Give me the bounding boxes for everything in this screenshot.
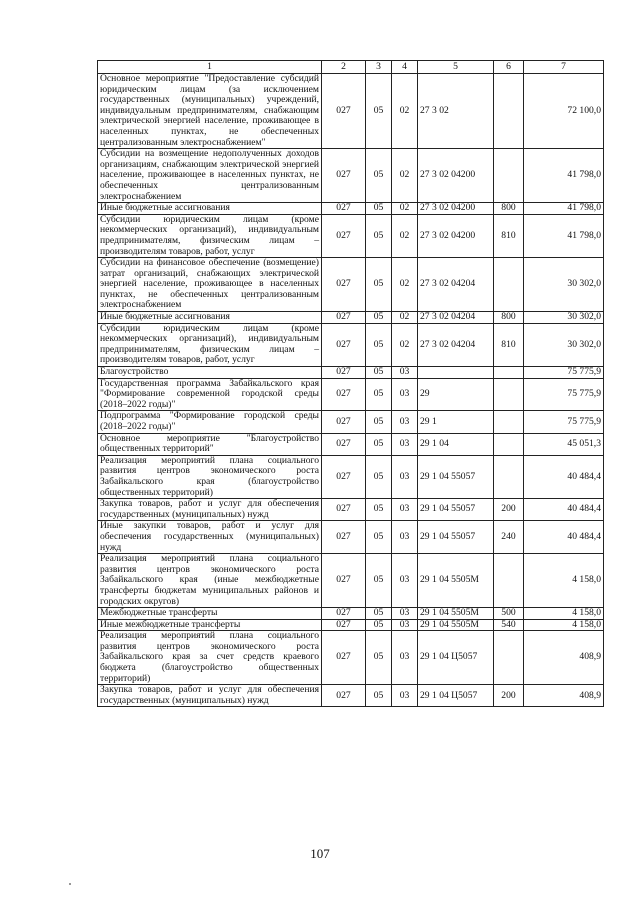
- header-col-7: 7: [524, 61, 604, 74]
- row-section-cell: 05: [366, 455, 392, 498]
- row-code-cell: 027: [322, 608, 366, 620]
- row-name-cell: Субсидии юридическим лицам (кроме некоммерческих организаций), индивидуальным предпринимателям, физическим лицам – производителям товаров, работ, услуг: [98, 323, 322, 366]
- row-subsection-cell: 03: [392, 455, 418, 498]
- row-expense-type-cell: 810: [494, 323, 524, 366]
- table-row: [98, 411, 604, 433]
- row-code-cell: 027: [322, 554, 366, 608]
- row-name-cell: Закупка товаров, работ и услуг для обеспечения государственных (муниципальных) нужд: [98, 685, 322, 707]
- row-code-cell: 027: [322, 203, 366, 215]
- row-name-cell: Субсидии юридическим лицам (кроме некоммерческих организаций), индивидуальным предпринимателям, физическим лицам – производителям товаров, работ, услуг: [98, 214, 322, 257]
- table-row: [98, 554, 604, 608]
- row-target-article-cell: 29 1: [418, 411, 494, 433]
- row-target-article-cell: 29 1 04 Ц5057: [418, 631, 494, 685]
- table-row: [98, 499, 604, 521]
- header-col-6: 6: [494, 61, 524, 74]
- row-expense-type-cell: 200: [494, 499, 524, 521]
- row-section-cell: 05: [366, 608, 392, 620]
- row-subsection-cell: 03: [392, 631, 418, 685]
- row-target-article-cell: 29 1 04 55057: [418, 521, 494, 554]
- row-target-article-cell: [418, 367, 494, 379]
- row-code-cell: 027: [322, 258, 366, 312]
- row-expense-type-cell: [494, 74, 524, 149]
- row-section-cell: 05: [366, 367, 392, 379]
- table-row: [98, 521, 604, 554]
- row-target-article-cell: 27 3 02 04200: [418, 203, 494, 215]
- row-amount-cell: 40 484,4: [524, 499, 604, 521]
- table-row: [98, 258, 604, 312]
- row-amount-cell: 75 775,9: [524, 367, 604, 379]
- row-code-cell: 027: [322, 521, 366, 554]
- row-amount-cell: 408,9: [524, 631, 604, 685]
- header-col-5: 5: [418, 61, 494, 74]
- row-name-cell: Межбюджетные трансферты: [98, 608, 322, 620]
- row-amount-cell: 40 484,4: [524, 455, 604, 498]
- row-code-cell: 027: [322, 149, 366, 203]
- row-name-cell: Подпрограмма "Формирование городской среды (2018–2022 годы)": [98, 411, 322, 433]
- row-expense-type-cell: 800: [494, 312, 524, 324]
- row-amount-cell: 4 158,0: [524, 554, 604, 608]
- row-section-cell: 05: [366, 214, 392, 257]
- row-target-article-cell: 27 3 02 04204: [418, 312, 494, 324]
- table-row: [98, 455, 604, 498]
- row-code-cell: 027: [322, 74, 366, 149]
- row-code-cell: 027: [322, 433, 366, 455]
- row-target-article-cell: 27 3 02 04200: [418, 149, 494, 203]
- row-code-cell: 027: [322, 619, 366, 631]
- table-row: [98, 608, 604, 620]
- table-body: [98, 74, 604, 707]
- row-name-cell: Реализация мероприятий плана социального развития центров экономического роста Забайкальского края за счет средств краевого бюджета (благоустройство общественных территорий): [98, 631, 322, 685]
- row-name-cell: Основное мероприятие "Предоставление субсидий юридическим лицам (за исключением государственных (муниципальных) учреждений, индивидуальным предпринимателям, снабжающим электрической энергией население, проживающее в населенных пунктах, не обеспеченных централизованным электроснабжением": [98, 74, 322, 149]
- row-name-cell: Иные бюджетные ассигнования: [98, 312, 322, 324]
- row-target-article-cell: 29 1 04 55057: [418, 455, 494, 498]
- row-code-cell: 027: [322, 411, 366, 433]
- row-name-cell: Государственная программа Забайкальского края "Формирование современной городской среды (2018–2022 годы)": [98, 378, 322, 411]
- row-name-cell: Закупка товаров, работ и услуг для обеспечения государственных (муниципальных) нужд: [98, 499, 322, 521]
- row-amount-cell: 408,9: [524, 685, 604, 707]
- row-section-cell: 05: [366, 149, 392, 203]
- scan-speck: [69, 883, 71, 885]
- table-row: [98, 203, 604, 215]
- row-code-cell: 027: [322, 685, 366, 707]
- row-section-cell: 05: [366, 378, 392, 411]
- row-subsection-cell: 02: [392, 258, 418, 312]
- row-section-cell: 05: [366, 411, 392, 433]
- row-code-cell: 027: [322, 367, 366, 379]
- table-row: [98, 378, 604, 411]
- row-name-cell: Благоустройство: [98, 367, 322, 379]
- row-expense-type-cell: [494, 455, 524, 498]
- row-amount-cell: 4 158,0: [524, 619, 604, 631]
- row-subsection-cell: 02: [392, 74, 418, 149]
- row-subsection-cell: 02: [392, 323, 418, 366]
- row-expense-type-cell: 810: [494, 214, 524, 257]
- row-code-cell: 027: [322, 312, 366, 324]
- row-subsection-cell: 03: [392, 378, 418, 411]
- row-subsection-cell: 02: [392, 214, 418, 257]
- row-target-article-cell: 27 3 02 04200: [418, 214, 494, 257]
- row-name-cell: Субсидии на возмещение недополученных доходов организациям, снабжающим электрической энергией население, проживающее в населенных пунктах, не обеспеченных централизованным электроснабжением: [98, 149, 322, 203]
- row-expense-type-cell: 500: [494, 608, 524, 620]
- row-name-cell: Реализация мероприятий плана социального развития центров экономического роста Забайкальского края (благоустройство общественных территорий): [98, 455, 322, 498]
- row-name-cell: Основное мероприятие "Благоустройство общественных территорий": [98, 433, 322, 455]
- row-subsection-cell: 03: [392, 554, 418, 608]
- row-subsection-cell: 03: [392, 433, 418, 455]
- row-target-article-cell: 29 1 04 5505М: [418, 619, 494, 631]
- row-name-cell: Реализация мероприятий плана социального развития центров экономического роста Забайкальского края (иные межбюджетные трансферты бюджетам муниципальных районов и городских округов): [98, 554, 322, 608]
- row-subsection-cell: 03: [392, 608, 418, 620]
- row-section-cell: 05: [366, 685, 392, 707]
- row-code-cell: 027: [322, 499, 366, 521]
- row-section-cell: 05: [366, 258, 392, 312]
- row-subsection-cell: 03: [392, 521, 418, 554]
- row-target-article-cell: 29: [418, 378, 494, 411]
- header-col-1: 1: [98, 61, 322, 74]
- row-target-article-cell: 27 3 02 04204: [418, 258, 494, 312]
- row-amount-cell: 30 302,0: [524, 258, 604, 312]
- table-row: [98, 323, 604, 366]
- row-code-cell: 027: [322, 214, 366, 257]
- row-subsection-cell: 02: [392, 312, 418, 324]
- row-section-cell: 05: [366, 74, 392, 149]
- row-subsection-cell: 03: [392, 367, 418, 379]
- row-target-article-cell: 27 3 02: [418, 74, 494, 149]
- row-target-article-cell: 29 1 04 5505М: [418, 554, 494, 608]
- table-row: [98, 149, 604, 203]
- header-col-2: 2: [322, 61, 366, 74]
- row-name-cell: Иные межбюджетные трансферты: [98, 619, 322, 631]
- row-expense-type-cell: [494, 631, 524, 685]
- row-name-cell: Субсидии на финансовое обеспечение (возмещение) затрат организаций, снабжающих электрической энергией население, проживающее в населенных пунктах, не обеспеченных централизованным электроснабжением: [98, 258, 322, 312]
- budget-table: [97, 60, 604, 707]
- row-expense-type-cell: [494, 433, 524, 455]
- page-number: 107: [310, 846, 330, 861]
- row-subsection-cell: 02: [392, 203, 418, 215]
- row-target-article-cell: 27 3 02 04204: [418, 323, 494, 366]
- table-header: [98, 61, 604, 74]
- row-expense-type-cell: 800: [494, 203, 524, 215]
- row-code-cell: 027: [322, 323, 366, 366]
- row-subsection-cell: 03: [392, 411, 418, 433]
- table-row: [98, 312, 604, 324]
- row-code-cell: 027: [322, 631, 366, 685]
- row-target-article-cell: 29 1 04: [418, 433, 494, 455]
- row-section-cell: 05: [366, 521, 392, 554]
- row-amount-cell: 40 484,4: [524, 521, 604, 554]
- row-amount-cell: 75 775,9: [524, 378, 604, 411]
- row-amount-cell: 75 775,9: [524, 411, 604, 433]
- row-subsection-cell: 02: [392, 149, 418, 203]
- header-row: [98, 61, 604, 74]
- row-code-cell: 027: [322, 378, 366, 411]
- header-col-3: 3: [366, 61, 392, 74]
- row-amount-cell: 72 100,0: [524, 74, 604, 149]
- table-row: [98, 433, 604, 455]
- row-section-cell: 05: [366, 554, 392, 608]
- row-expense-type-cell: 540: [494, 619, 524, 631]
- row-subsection-cell: 03: [392, 685, 418, 707]
- row-section-cell: 05: [366, 499, 392, 521]
- table-row: [98, 619, 604, 631]
- table-row: [98, 367, 604, 379]
- row-name-cell: Иные бюджетные ассигнования: [98, 203, 322, 215]
- row-amount-cell: 41 798,0: [524, 149, 604, 203]
- row-amount-cell: 41 798,0: [524, 214, 604, 257]
- row-section-cell: 05: [366, 433, 392, 455]
- row-expense-type-cell: [494, 554, 524, 608]
- row-amount-cell: 45 051,3: [524, 433, 604, 455]
- row-target-article-cell: 29 1 04 5505М: [418, 608, 494, 620]
- row-amount-cell: 4 158,0: [524, 608, 604, 620]
- row-section-cell: 05: [366, 312, 392, 324]
- row-name-cell: Иные закупки товаров, работ и услуг для обеспечения государственных (муниципальных) нужд: [98, 521, 322, 554]
- row-expense-type-cell: [494, 411, 524, 433]
- row-subsection-cell: 03: [392, 499, 418, 521]
- table-row: [98, 214, 604, 257]
- row-amount-cell: 41 798,0: [524, 203, 604, 215]
- row-expense-type-cell: [494, 258, 524, 312]
- row-expense-type-cell: [494, 378, 524, 411]
- row-target-article-cell: 29 1 04 Ц5057: [418, 685, 494, 707]
- table-row: [98, 631, 604, 685]
- row-amount-cell: 30 302,0: [524, 323, 604, 366]
- row-target-article-cell: 29 1 04 55057: [418, 499, 494, 521]
- row-section-cell: 05: [366, 323, 392, 366]
- row-expense-type-cell: [494, 367, 524, 379]
- row-code-cell: 027: [322, 455, 366, 498]
- table-row: [98, 685, 604, 707]
- header-col-4: 4: [392, 61, 418, 74]
- table-row: [98, 74, 604, 149]
- row-section-cell: 05: [366, 619, 392, 631]
- row-expense-type-cell: 200: [494, 685, 524, 707]
- row-subsection-cell: 03: [392, 619, 418, 631]
- row-expense-type-cell: 240: [494, 521, 524, 554]
- row-section-cell: 05: [366, 203, 392, 215]
- row-amount-cell: 30 302,0: [524, 312, 604, 324]
- row-expense-type-cell: [494, 149, 524, 203]
- row-section-cell: 05: [366, 631, 392, 685]
